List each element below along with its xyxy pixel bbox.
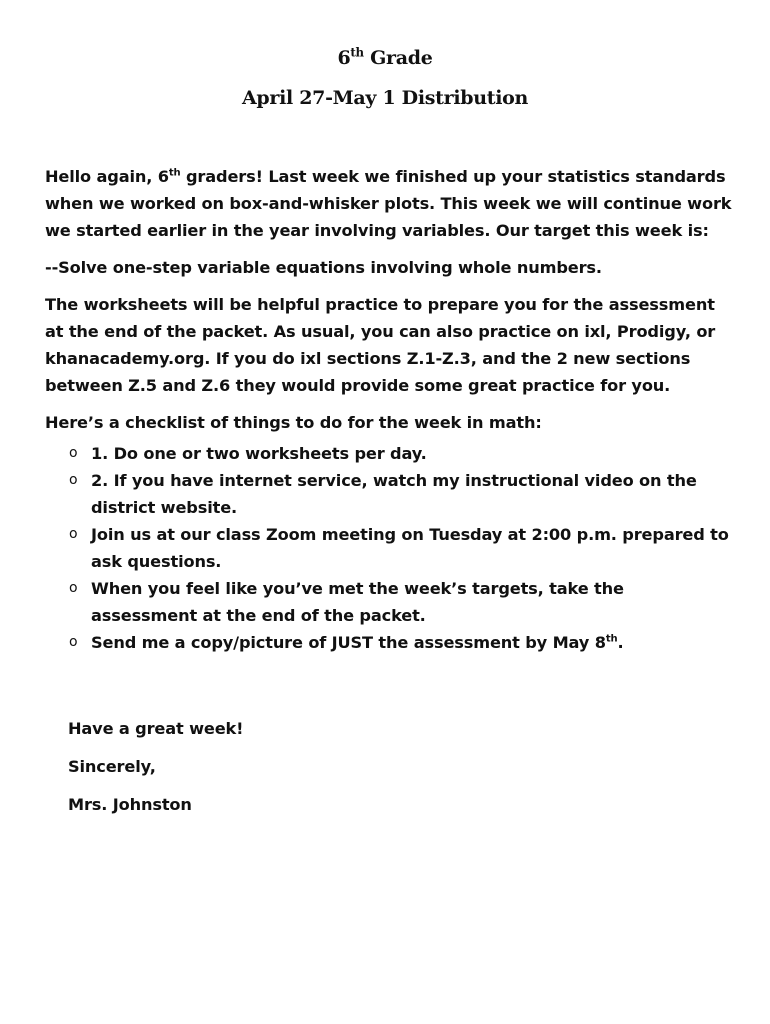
intro-superscript: th [168, 167, 181, 179]
checklist-item [69, 575, 735, 629]
signature-name: Mrs. Johnston [68, 795, 192, 814]
checklist-item [69, 629, 735, 656]
distribution-heading: April 27-May 1 Distribution [241, 87, 529, 109]
checklist-intro: Here’s a checklist of things to do for the week in math: [45, 413, 542, 432]
bullet-icon: o [69, 580, 78, 596]
checklist-item [69, 467, 735, 521]
bullet-icon: o [69, 634, 78, 650]
grade-heading [0, 47, 770, 69]
letter-closing [68, 715, 243, 829]
closing-signoff: Sincerely, [68, 757, 156, 776]
checklist [45, 440, 735, 656]
checklist-item-text: Join us at our class Zoom meeting on Tuesday at 2:00 p.m. prepared to ask questions. [91, 525, 729, 571]
grade-number: 6 [337, 47, 351, 69]
grade-word: Grade [370, 47, 433, 69]
intro-text-end: graders! Last week we finished up your statistics standards when we worked on box-and-whisker plots. This week we will continue work we started earlier in the year involving variables. Our target this week is: [45, 167, 732, 240]
date-superscript: th [605, 633, 618, 645]
checklist-item-text: 2. If you have internet service, watch my instructional video on the district website. [91, 471, 697, 517]
letter-body [45, 163, 735, 656]
checklist-item [69, 440, 735, 467]
checklist-item [69, 521, 735, 575]
practice-paragraph: The worksheets will be helpful practice to prepare you for the assessment at the end of the packet. As usual, you can also practice on ixl, Prodigy, or khanacademy.org. If you do ixl sections Z.1-Z.3, and the 2 new sections between Z.5 and Z.6 they would provide some great practice for you. [45, 295, 716, 395]
bullet-icon: o [69, 526, 78, 542]
checklist-item-text: 1. Do one or two worksheets per day. [91, 444, 427, 463]
target-statement: --Solve one-step variable equations involving whole numbers. [45, 258, 602, 277]
intro-paragraph [45, 163, 735, 244]
bullet-icon: o [69, 472, 78, 488]
checklist-item-text: Send me a copy/picture of JUST the assessment by May 8 [91, 633, 606, 652]
closing-greeting: Have a great week! [68, 719, 244, 738]
checklist-item-period: . [617, 633, 624, 652]
grade-superscript: th [350, 45, 364, 60]
checklist-item-text: When you feel like you’ve met the week’s targets, take the assessment at the end of the packet. [91, 579, 624, 625]
intro-text-start: Hello again, 6 [45, 167, 169, 186]
bullet-icon: o [69, 445, 78, 461]
